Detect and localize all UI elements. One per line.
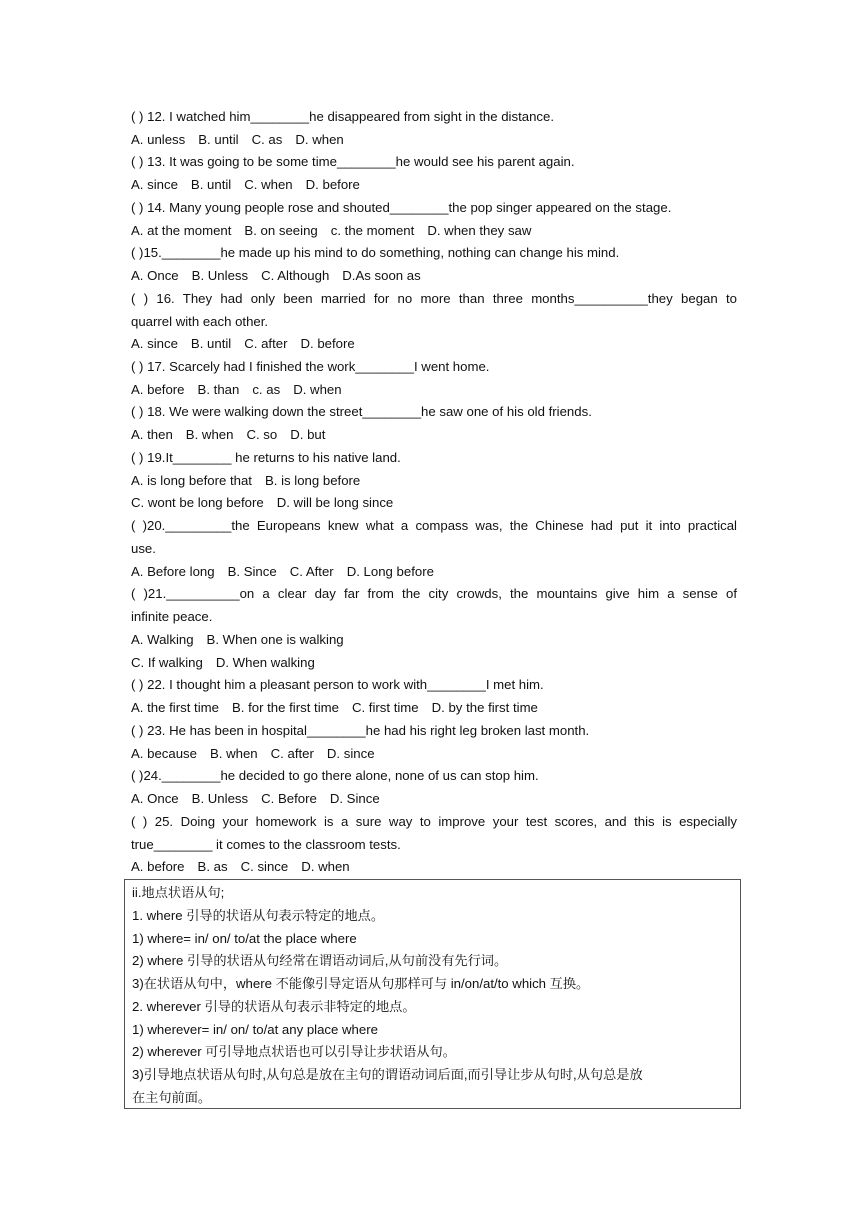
option: A. since xyxy=(131,336,178,351)
option: D. when xyxy=(301,859,350,874)
option: C. If walking xyxy=(131,655,203,670)
option: A. Walking xyxy=(131,632,194,647)
option: A. before xyxy=(131,859,185,874)
option: C. as xyxy=(251,132,283,147)
option: A. Before long xyxy=(131,564,215,579)
option: B. as xyxy=(197,859,228,874)
question-15: ( )15.________he made up his mind to do something, nothing can change his mind. xyxy=(131,245,620,260)
options-23 xyxy=(131,743,737,766)
option: B. than xyxy=(197,382,240,397)
option: B. when xyxy=(185,427,234,442)
option: D. when xyxy=(295,132,344,147)
option: C. wont be long before xyxy=(131,495,264,510)
option: D. Long before xyxy=(346,564,434,579)
question-23: ( ) 23. He has been in hospital________he had his right leg broken last month. xyxy=(131,723,590,738)
notes-line: 2) wherever 可引导地点状语也可以引导让步状语从句。 xyxy=(132,1044,456,1059)
notes-title: ii.地点状语从句; xyxy=(132,885,225,900)
option: D. before xyxy=(305,177,360,192)
option: B. is long before xyxy=(264,473,361,488)
options-18 xyxy=(131,424,737,447)
option: c. the moment xyxy=(330,223,415,238)
option: B. on seeing xyxy=(244,223,318,238)
question-21: ( )21.__________on a clear day far from the city crowds, the mountains give him a sense of xyxy=(131,586,737,601)
notes-line: 1) wherever= in/ on/ to/at any place where xyxy=(132,1022,378,1037)
options-12 xyxy=(131,129,737,152)
option: B. Unless xyxy=(191,268,249,283)
options-22 xyxy=(131,697,737,720)
option: C. first time xyxy=(351,700,419,715)
question-14: ( ) 14. Many young people rose and shouted________the pop singer appeared on the stage. xyxy=(131,200,672,215)
option: B. for the first time xyxy=(231,700,339,715)
option: B. until xyxy=(198,132,239,147)
option: A. because xyxy=(131,746,197,761)
option: D. Since xyxy=(329,791,380,806)
option: B. When one is walking xyxy=(206,632,344,647)
option: D. when they saw xyxy=(427,223,532,238)
option: C. after xyxy=(244,336,288,351)
question-13: ( ) 13. It was going to be some time________he would see his parent again. xyxy=(131,154,575,169)
option: C. so xyxy=(246,427,278,442)
option: B. Unless xyxy=(191,791,249,806)
option: D. when xyxy=(293,382,342,397)
question-16: ( ) 16. They had only been married for no more than three months__________they began to xyxy=(131,291,737,306)
notes-line: 3)引导地点状语从句时,从句总是放在主句的谓语动词后面,而引导让步从句时,从句总是放 xyxy=(132,1067,643,1082)
notes-line: 2) where 引导的状语从句经常在谓语动词后,从句前没有先行词。 xyxy=(132,953,508,968)
question-19: ( ) 19.It________ he returns to his native land. xyxy=(131,450,401,465)
notes-line: 2. wherever 引导的状语从句表示非特定的地点。 xyxy=(132,999,416,1014)
question-17: ( ) 17. Scarcely had I finished the work________I went home. xyxy=(131,359,490,374)
question-20: ( )20._________the Europeans knew what a compass was, the Chinese had put it into practical xyxy=(131,518,737,533)
question-24: ( )24.________he decided to go there alone, none of us can stop him. xyxy=(131,768,539,783)
options-25 xyxy=(131,856,737,879)
option: A. before xyxy=(131,382,185,397)
option: C. After xyxy=(289,564,334,579)
notes-line: 在主句前面。 xyxy=(132,1090,212,1105)
option: B. when xyxy=(209,746,258,761)
notes-line: 1. where 引导的状语从句表示特定的地点。 xyxy=(132,908,385,923)
option: C. after xyxy=(270,746,314,761)
option: D. before xyxy=(300,336,355,351)
option: D. but xyxy=(290,427,326,442)
options-16 xyxy=(131,333,737,356)
option: B. until xyxy=(190,177,232,192)
option: C. Although xyxy=(261,268,330,283)
question-16-cont: quarrel with each other. xyxy=(131,314,269,329)
options-14 xyxy=(131,220,737,243)
option: C. when xyxy=(244,177,293,192)
grammar-notes-box xyxy=(124,879,741,1109)
option: D. since xyxy=(326,746,375,761)
options-19a xyxy=(131,470,737,493)
question-20-cont: use. xyxy=(131,541,156,556)
option: B. until xyxy=(190,336,232,351)
options-24 xyxy=(131,788,737,811)
option: A. at the moment xyxy=(131,223,232,238)
option: A. then xyxy=(131,427,173,442)
option: B. Since xyxy=(227,564,277,579)
options-17 xyxy=(131,379,737,402)
options-19b xyxy=(131,492,737,515)
option: A. unless xyxy=(131,132,186,147)
option: A. since xyxy=(131,177,178,192)
option: A. is long before that xyxy=(131,473,252,488)
options-21a xyxy=(131,629,737,652)
options-13 xyxy=(131,174,737,197)
option: C. Before xyxy=(261,791,317,806)
options-15 xyxy=(131,265,737,288)
option: A. Once xyxy=(131,791,179,806)
question-18: ( ) 18. We were walking down the street________he saw one of his old friends. xyxy=(131,404,592,419)
option: c. as xyxy=(252,382,281,397)
option: D. When walking xyxy=(215,655,315,670)
option: D.As soon as xyxy=(342,268,421,283)
options-21b xyxy=(131,652,737,675)
question-25: ( ) 25. Doing your homework is a sure way to improve your test scores, and this is especially xyxy=(131,814,737,829)
notes-line: 3)在状语从句中，where 不能像引导定语从句那样可与 in/on/at/to which 互换。 xyxy=(132,976,590,991)
option: D. by the first time xyxy=(431,700,538,715)
notes-line: 1) where= in/ on/ to/at the place where xyxy=(132,931,357,946)
question-21-cont: infinite peace. xyxy=(131,609,213,624)
question-25-cont: true________ it comes to the classroom tests. xyxy=(131,837,401,852)
option: A. Once xyxy=(131,268,179,283)
options-20 xyxy=(131,561,737,584)
option: D. will be long since xyxy=(276,495,394,510)
question-12: ( ) 12. I watched him________he disappeared from sight in the distance. xyxy=(131,109,554,124)
option: C. since xyxy=(240,859,289,874)
option: A. the first time xyxy=(131,700,219,715)
question-22: ( ) 22. I thought him a pleasant person to work with________I met him. xyxy=(131,677,544,692)
